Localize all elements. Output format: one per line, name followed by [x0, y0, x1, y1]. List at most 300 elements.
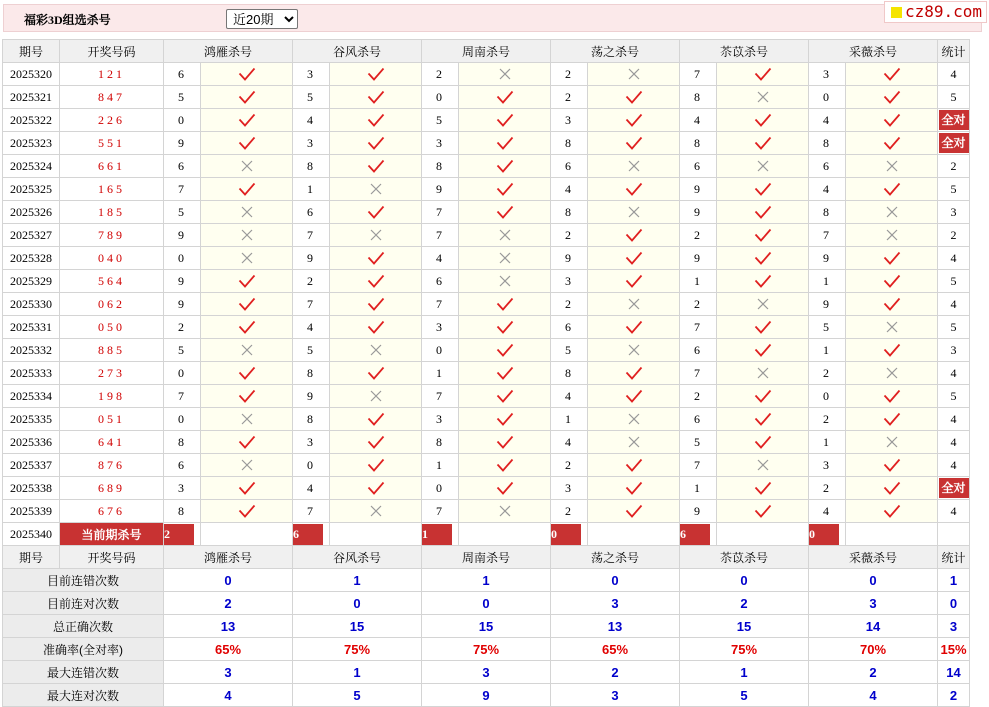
- kill-number-cell: 8: [164, 431, 201, 454]
- cross-icon: [498, 67, 512, 81]
- result-correct-cell: [717, 247, 809, 270]
- check-icon: [367, 113, 385, 127]
- column-header-stat: 统计: [938, 546, 970, 569]
- stat-cell: 4: [938, 454, 970, 477]
- kill-number-cell: 7: [422, 201, 459, 224]
- kill-number-cell: 6: [680, 155, 717, 178]
- result-wrong-cell: [330, 385, 422, 408]
- check-icon: [625, 274, 643, 288]
- result-correct-cell: [459, 385, 551, 408]
- stats-value: 0: [164, 569, 293, 592]
- check-icon: [625, 182, 643, 196]
- result-correct-cell: [459, 477, 551, 500]
- table-row: [3, 201, 970, 224]
- kill-number-cell: 2: [680, 224, 717, 247]
- current-kill-number-cell: [164, 523, 201, 546]
- winning-numbers-cell: 885: [60, 339, 164, 362]
- kill-number-cell: 7: [422, 500, 459, 523]
- period-cell: 2025324: [3, 155, 60, 178]
- stats-row: [3, 661, 970, 684]
- kill-number-cell: 5: [164, 201, 201, 224]
- kill-number-cell: 6: [680, 339, 717, 362]
- result-correct-cell: [717, 178, 809, 201]
- check-icon: [367, 435, 385, 449]
- result-correct-cell: [459, 86, 551, 109]
- kill-number-cell: 9: [809, 247, 846, 270]
- result-correct-cell: [717, 477, 809, 500]
- column-header-expert: 鸿雁杀号: [164, 40, 293, 63]
- table-row: [3, 339, 970, 362]
- cross-icon: [627, 297, 641, 311]
- result-correct-cell: [201, 293, 293, 316]
- kill-number-cell: 6: [293, 201, 330, 224]
- kill-number-cell: 0: [164, 408, 201, 431]
- period-cell: 2025328: [3, 247, 60, 270]
- kill-number-table: [2, 39, 970, 707]
- check-icon: [883, 136, 901, 150]
- result-correct-cell: [588, 132, 680, 155]
- kill-number-cell: 2: [422, 63, 459, 86]
- period-cell: 2025323: [3, 132, 60, 155]
- result-correct-cell: [588, 178, 680, 201]
- stats-value: 1: [938, 569, 970, 592]
- kill-number-cell: 9: [164, 270, 201, 293]
- result-correct-cell: [588, 477, 680, 500]
- winning-numbers-cell: 689: [60, 477, 164, 500]
- kill-number-cell: 3: [551, 270, 588, 293]
- check-icon: [625, 228, 643, 242]
- cross-icon: [885, 366, 899, 380]
- result-correct-cell: [846, 86, 938, 109]
- column-header-expert: 采薇杀号: [809, 546, 938, 569]
- result-correct-cell: [201, 385, 293, 408]
- kill-number-cell: 2: [293, 270, 330, 293]
- column-header-period: 期号: [3, 546, 60, 569]
- stats-value: 15: [293, 615, 422, 638]
- result-wrong-cell: [330, 339, 422, 362]
- column-header-period: 期号: [3, 40, 60, 63]
- table-row: [3, 477, 970, 500]
- kill-number-cell: 8: [293, 362, 330, 385]
- kill-number-cell: 8: [551, 132, 588, 155]
- result-correct-cell: [330, 477, 422, 500]
- kill-number-cell: 8: [293, 155, 330, 178]
- result-wrong-cell: [846, 316, 938, 339]
- kill-number-cell: 8: [680, 86, 717, 109]
- result-correct-cell: [846, 454, 938, 477]
- stat-cell: [938, 477, 970, 500]
- kill-number-cell: 2: [551, 63, 588, 86]
- result-correct-cell: [717, 431, 809, 454]
- kill-number-cell: 0: [809, 385, 846, 408]
- winning-numbers-cell: 198: [60, 385, 164, 408]
- current-kill-number: 1: [422, 524, 452, 545]
- current-period-cell: 2025340: [3, 523, 60, 546]
- period-cell: 2025330: [3, 293, 60, 316]
- kill-number-cell: 7: [422, 293, 459, 316]
- stats-row: [3, 615, 970, 638]
- check-icon: [883, 251, 901, 265]
- result-wrong-cell: [201, 408, 293, 431]
- check-icon: [625, 90, 643, 104]
- result-wrong-cell: [846, 155, 938, 178]
- result-wrong-cell: [588, 339, 680, 362]
- current-kill-number: 2: [164, 524, 194, 545]
- check-icon: [238, 182, 256, 196]
- stats-value: 9: [422, 684, 551, 707]
- cross-icon: [240, 251, 254, 265]
- kill-number-cell: 6: [551, 316, 588, 339]
- kill-number-cell: 1: [680, 270, 717, 293]
- kill-number-cell: 9: [422, 178, 459, 201]
- result-correct-cell: [330, 316, 422, 339]
- result-correct-cell: [588, 109, 680, 132]
- kill-number-cell: 5: [551, 339, 588, 362]
- kill-number-cell: 7: [293, 500, 330, 523]
- result-wrong-cell: [717, 86, 809, 109]
- cross-icon: [756, 159, 770, 173]
- kill-number-cell: 8: [680, 132, 717, 155]
- check-icon: [367, 159, 385, 173]
- check-icon: [496, 113, 514, 127]
- result-wrong-cell: [459, 63, 551, 86]
- current-empty-cell: [459, 523, 551, 546]
- cross-icon: [369, 343, 383, 357]
- stats-value: 0: [938, 592, 970, 615]
- table-row: [3, 408, 970, 431]
- check-icon: [496, 297, 514, 311]
- check-icon: [625, 366, 643, 380]
- stat-cell: 4: [938, 293, 970, 316]
- stats-label: 最大连对次数: [3, 684, 164, 707]
- stats-row: [3, 569, 970, 592]
- kill-number-cell: 0: [809, 86, 846, 109]
- cross-icon: [240, 228, 254, 242]
- stats-value: 5: [680, 684, 809, 707]
- result-correct-cell: [846, 109, 938, 132]
- result-correct-cell: [588, 86, 680, 109]
- period-cell: 2025329: [3, 270, 60, 293]
- table-row: [3, 63, 970, 86]
- kill-number-cell: 9: [809, 293, 846, 316]
- kill-number-cell: 7: [809, 224, 846, 247]
- kill-number-cell: 9: [293, 247, 330, 270]
- column-header-stat: 统计: [938, 40, 970, 63]
- cross-icon: [627, 159, 641, 173]
- site-logo[interactable]: [884, 1, 987, 23]
- kill-number-cell: 9: [164, 293, 201, 316]
- check-icon: [238, 90, 256, 104]
- cross-icon: [369, 182, 383, 196]
- check-icon: [754, 320, 772, 334]
- kill-number-cell: 1: [809, 270, 846, 293]
- stats-value: 4: [809, 684, 938, 707]
- result-correct-cell: [588, 270, 680, 293]
- result-correct-cell: [846, 247, 938, 270]
- kill-number-cell: 1: [551, 408, 588, 431]
- result-correct-cell: [459, 109, 551, 132]
- stats-value: 75%: [293, 638, 422, 661]
- cross-icon: [885, 205, 899, 219]
- check-icon: [496, 182, 514, 196]
- kill-number-cell: 2: [164, 316, 201, 339]
- kill-number-cell: 3: [293, 63, 330, 86]
- result-correct-cell: [459, 178, 551, 201]
- stat-cell: 4: [938, 431, 970, 454]
- kill-number-cell: 2: [551, 500, 588, 523]
- stats-value: 15%: [938, 638, 970, 661]
- check-icon: [496, 205, 514, 219]
- result-wrong-cell: [717, 454, 809, 477]
- result-correct-cell: [588, 385, 680, 408]
- result-wrong-cell: [330, 500, 422, 523]
- kill-number-cell: 7: [680, 454, 717, 477]
- current-period-row: [3, 523, 970, 546]
- cross-icon: [885, 228, 899, 242]
- check-icon: [496, 435, 514, 449]
- stats-value: 13: [164, 615, 293, 638]
- result-correct-cell: [201, 109, 293, 132]
- winning-numbers-cell: 676: [60, 500, 164, 523]
- result-wrong-cell: [459, 247, 551, 270]
- check-icon: [625, 481, 643, 495]
- result-wrong-cell: [846, 224, 938, 247]
- kill-number-cell: 9: [680, 201, 717, 224]
- result-wrong-cell: [459, 224, 551, 247]
- stat-cell: 5: [938, 178, 970, 201]
- kill-number-cell: 5: [680, 431, 717, 454]
- stats-row: [3, 638, 970, 661]
- kill-number-cell: 7: [680, 362, 717, 385]
- table-header-row: [3, 40, 970, 63]
- result-correct-cell: [459, 155, 551, 178]
- kill-number-cell: 6: [164, 63, 201, 86]
- current-empty-cell: [330, 523, 422, 546]
- check-icon: [496, 136, 514, 150]
- result-correct-cell: [588, 500, 680, 523]
- cross-icon: [498, 228, 512, 242]
- kill-number-cell: 5: [422, 109, 459, 132]
- kill-number-cell: 9: [680, 500, 717, 523]
- kill-number-cell: 4: [680, 109, 717, 132]
- table-row: [3, 155, 970, 178]
- table-row: [3, 431, 970, 454]
- result-correct-cell: [846, 178, 938, 201]
- result-wrong-cell: [588, 201, 680, 224]
- result-correct-cell: [588, 454, 680, 477]
- check-icon: [496, 159, 514, 173]
- result-wrong-cell: [201, 454, 293, 477]
- period-cell: 2025322: [3, 109, 60, 132]
- result-correct-cell: [846, 293, 938, 316]
- stats-row: [3, 684, 970, 707]
- result-correct-cell: [330, 109, 422, 132]
- stats-label: 目前连对次数: [3, 592, 164, 615]
- check-icon: [883, 90, 901, 104]
- result-correct-cell: [717, 408, 809, 431]
- check-icon: [883, 297, 901, 311]
- result-correct-cell: [459, 132, 551, 155]
- winning-numbers-cell: 273: [60, 362, 164, 385]
- cross-icon: [369, 228, 383, 242]
- period-cell: 2025338: [3, 477, 60, 500]
- period-cell: 2025321: [3, 86, 60, 109]
- column-header-expert: 谷风杀号: [293, 546, 422, 569]
- current-kill-number: 6: [680, 524, 710, 545]
- result-correct-cell: [717, 500, 809, 523]
- period-cell: 2025335: [3, 408, 60, 431]
- check-icon: [883, 113, 901, 127]
- kill-number-cell: 4: [551, 431, 588, 454]
- kill-number-cell: 8: [809, 132, 846, 155]
- current-empty-cell: [717, 523, 809, 546]
- kill-number-cell: 1: [422, 362, 459, 385]
- column-header-expert: 周南杀号: [422, 40, 551, 63]
- stats-row: [3, 592, 970, 615]
- stats-value: 3: [809, 592, 938, 615]
- check-icon: [754, 182, 772, 196]
- period-cell: 2025331: [3, 316, 60, 339]
- kill-number-cell: 5: [809, 316, 846, 339]
- current-kill-number-cell: [809, 523, 846, 546]
- kill-number-cell: 7: [293, 224, 330, 247]
- period-cell: 2025320: [3, 63, 60, 86]
- column-header-expert: 采薇杀号: [809, 40, 938, 63]
- stats-label: 最大连错次数: [3, 661, 164, 684]
- stat-cell: 4: [938, 247, 970, 270]
- kill-number-cell: 7: [164, 178, 201, 201]
- check-icon: [496, 412, 514, 426]
- stat-cell: 3: [938, 201, 970, 224]
- result-correct-cell: [459, 316, 551, 339]
- kill-number-cell: 7: [680, 63, 717, 86]
- result-wrong-cell: [846, 362, 938, 385]
- check-icon: [496, 343, 514, 357]
- kill-number-cell: 2: [551, 86, 588, 109]
- check-icon: [625, 504, 643, 518]
- cross-icon: [240, 343, 254, 357]
- result-wrong-cell: [459, 500, 551, 523]
- check-icon: [367, 90, 385, 104]
- result-correct-cell: [717, 201, 809, 224]
- table-row: [3, 293, 970, 316]
- result-correct-cell: [717, 109, 809, 132]
- kill-number-cell: 7: [293, 293, 330, 316]
- check-icon: [883, 182, 901, 196]
- cross-icon: [885, 435, 899, 449]
- winning-numbers-cell: 050: [60, 316, 164, 339]
- check-icon: [625, 320, 643, 334]
- kill-number-cell: 8: [422, 155, 459, 178]
- result-correct-cell: [201, 86, 293, 109]
- result-correct-cell: [846, 408, 938, 431]
- kill-number-cell: 8: [551, 362, 588, 385]
- check-icon: [754, 435, 772, 449]
- kill-number-cell: 3: [293, 431, 330, 454]
- table-row: [3, 385, 970, 408]
- kill-number-cell: 5: [293, 339, 330, 362]
- kill-number-cell: 3: [422, 316, 459, 339]
- stats-value: 70%: [809, 638, 938, 661]
- kill-number-cell: 6: [551, 155, 588, 178]
- cross-icon: [240, 458, 254, 472]
- winning-numbers-cell: 789: [60, 224, 164, 247]
- current-kill-number: 0: [809, 524, 839, 545]
- stats-value: 2: [164, 592, 293, 615]
- check-icon: [754, 274, 772, 288]
- stats-value: 3: [551, 684, 680, 707]
- stats-value: 1: [422, 569, 551, 592]
- kill-number-cell: 2: [551, 293, 588, 316]
- kill-number-cell: 1: [293, 178, 330, 201]
- result-wrong-cell: [717, 155, 809, 178]
- kill-number-cell: 4: [809, 109, 846, 132]
- check-icon: [367, 297, 385, 311]
- check-icon: [754, 136, 772, 150]
- stats-value: 65%: [164, 638, 293, 661]
- result-correct-cell: [846, 500, 938, 523]
- check-icon: [496, 458, 514, 472]
- current-kill-number: 6: [293, 524, 323, 545]
- kill-number-cell: 6: [809, 155, 846, 178]
- result-correct-cell: [330, 431, 422, 454]
- result-correct-cell: [459, 454, 551, 477]
- stats-label: 准确率(全对率): [3, 638, 164, 661]
- check-icon: [883, 67, 901, 81]
- stats-value: 2: [551, 661, 680, 684]
- check-icon: [238, 67, 256, 81]
- stats-value: 0: [809, 569, 938, 592]
- result-correct-cell: [846, 385, 938, 408]
- kill-number-cell: 4: [293, 316, 330, 339]
- table-row: [3, 500, 970, 523]
- column-header-expert: 周南杀号: [422, 546, 551, 569]
- kill-number-cell: 5: [164, 339, 201, 362]
- check-icon: [496, 320, 514, 334]
- kill-number-cell: 8: [164, 500, 201, 523]
- stats-value: 1: [680, 661, 809, 684]
- result-correct-cell: [330, 86, 422, 109]
- all-correct-badge: 全对: [939, 133, 969, 153]
- check-icon: [754, 412, 772, 426]
- kill-number-cell: 3: [422, 132, 459, 155]
- cross-icon: [498, 274, 512, 288]
- result-correct-cell: [588, 224, 680, 247]
- result-correct-cell: [717, 224, 809, 247]
- period-range-select[interactable]: [226, 9, 298, 29]
- kill-number-cell: 2: [551, 454, 588, 477]
- kill-number-cell: 0: [164, 362, 201, 385]
- kill-number-cell: 3: [809, 63, 846, 86]
- kill-number-cell: 3: [422, 408, 459, 431]
- kill-number-cell: 0: [293, 454, 330, 477]
- stat-cell: 5: [938, 270, 970, 293]
- check-icon: [883, 343, 901, 357]
- stats-value: 3: [164, 661, 293, 684]
- kill-number-cell: 2: [809, 408, 846, 431]
- period-cell: 2025325: [3, 178, 60, 201]
- result-wrong-cell: [717, 293, 809, 316]
- table-header-row: [3, 546, 970, 569]
- table-row: [3, 132, 970, 155]
- check-icon: [496, 481, 514, 495]
- stats-value: 2: [809, 661, 938, 684]
- stats-value: 3: [938, 615, 970, 638]
- kill-number-cell: 9: [164, 132, 201, 155]
- period-cell: 2025337: [3, 454, 60, 477]
- current-stat-cell: [938, 523, 970, 546]
- kill-number-cell: 7: [680, 316, 717, 339]
